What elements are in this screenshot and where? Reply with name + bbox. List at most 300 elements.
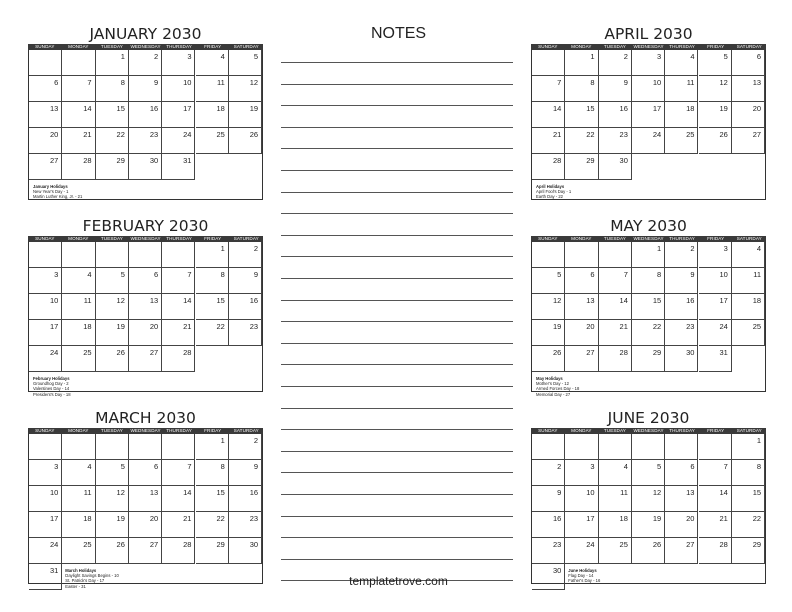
day-cell: 4 [732,242,765,268]
note-line[interactable] [281,537,513,538]
day-cell: 3 [29,460,62,486]
day-cell: 11 [62,294,95,320]
calendar-april [531,24,766,200]
day-cell: 27 [565,346,598,372]
day-cell: 6 [129,460,162,486]
weekday-label: FRIDAY [204,428,222,433]
holiday-item: Earth Day - 22 [536,194,563,200]
day-cell: 7 [532,76,565,102]
weekday-label: MONDAY [68,236,89,241]
day-cell: 14 [532,102,565,128]
holiday-item: Easter - 31 [65,583,86,589]
day-cell: 11 [62,486,95,512]
day-cell: 25 [665,128,698,154]
day-cell: 4 [62,460,95,486]
day-cell: 2 [229,434,262,460]
weekday-label: THURSDAY [166,428,192,433]
day-cell: 2 [129,50,162,76]
day-cell: 22 [565,128,598,154]
day-cell: 26 [532,346,565,372]
day-cell: 24 [29,346,62,372]
day-cell: 20 [565,320,598,346]
day-cell: 2 [532,460,565,486]
notes-title: NOTES [370,25,427,42]
day-cell: 11 [665,76,698,102]
day-cell: 1 [565,50,598,76]
note-line[interactable] [281,408,513,409]
day-cell: 9 [599,76,632,102]
day-cell: 20 [29,128,62,154]
day-cell: 30 [665,346,698,372]
day-cell: 14 [599,294,632,320]
day-cell: 21 [532,128,565,154]
weekday-label: WEDNESDAY [130,428,161,433]
day-cell: 8 [96,76,129,102]
weekday-label: TUESDAY [100,236,123,241]
holidays-list [33,184,82,200]
empty-day-cell [632,434,665,460]
day-cell: 15 [196,294,229,320]
day-cell: 29 [732,538,765,564]
empty-day-cell [599,434,632,460]
holiday-item: Flag Day - 14 [568,573,594,579]
day-cell: 30 [532,564,565,590]
month-title: MARCH 2030 [95,409,196,427]
day-cell: 20 [129,512,162,538]
day-cell: 26 [699,128,732,154]
day-cell: 20 [665,512,698,538]
empty-day-cell [129,434,162,460]
day-cell: 19 [632,512,665,538]
day-cell: 18 [62,320,95,346]
note-line[interactable] [281,516,513,517]
day-cell: 15 [196,486,229,512]
holidays-title: March Holidays [65,568,97,573]
holidays-title: May Holidays [536,376,563,381]
weekday-label: SUNDAY [538,236,558,241]
day-cell: 4 [599,460,632,486]
weekday-label: THURSDAY [669,236,695,241]
day-cell: 9 [129,76,162,102]
day-cell: 27 [732,128,765,154]
weekday-label: SUNDAY [538,44,558,49]
day-cell: 30 [599,154,632,180]
day-cell: 24 [632,128,665,154]
day-cell: 23 [229,320,262,346]
day-cell: 16 [229,294,262,320]
note-line[interactable] [281,105,513,106]
empty-day-cell [129,242,162,268]
day-cell: 2 [229,242,262,268]
day-cell: 29 [196,538,229,564]
day-cell: 11 [196,76,229,102]
weekday-label: THURSDAY [166,44,192,49]
note-line[interactable] [281,364,513,365]
weekday-label: SUNDAY [538,428,558,433]
day-cell: 31 [162,154,195,180]
note-line[interactable] [281,386,513,387]
weekday-label: WEDNESDAY [633,236,664,241]
day-cell: 25 [62,538,95,564]
month-grid [28,50,263,200]
holiday-item: Mother's Day - 12 [536,381,569,387]
day-cell: 17 [632,102,665,128]
empty-day-cell [532,434,565,460]
day-cell: 17 [29,320,62,346]
holiday-item: President's Day - 18 [33,391,71,397]
weekday-label: SATURDAY [233,236,259,241]
weekday-label: FRIDAY [707,428,725,433]
note-line[interactable] [281,256,513,257]
day-cell: 16 [599,102,632,128]
day-cell: 27 [29,154,62,180]
empty-day-cell [62,434,95,460]
day-cell: 10 [699,268,732,294]
day-cell: 6 [29,76,62,102]
empty-day-cell [532,50,565,76]
note-line[interactable] [281,429,513,430]
day-cell: 14 [62,102,95,128]
day-cell: 8 [632,268,665,294]
empty-day-cell [565,242,598,268]
day-cell: 23 [665,320,698,346]
weekday-label: THURSDAY [669,428,695,433]
day-cell: 28 [62,154,95,180]
holiday-item: St. Patrick's Day - 17 [65,578,105,584]
day-cell: 16 [229,486,262,512]
day-cell: 3 [699,242,732,268]
day-cell: 28 [162,346,195,372]
note-line[interactable] [281,170,513,171]
day-cell: 8 [565,76,598,102]
day-cell: 14 [699,486,732,512]
note-line[interactable] [281,321,513,322]
day-cell: 8 [732,460,765,486]
day-cell: 19 [96,512,129,538]
holidays-title: January Holidays [33,184,68,189]
day-cell: 16 [665,294,698,320]
weekday-label: TUESDAY [100,44,123,49]
day-cell: 30 [129,154,162,180]
holiday-item: Daylight Savings Begins - 10 [65,573,119,579]
weekday-label: TUESDAY [603,44,626,49]
holidays-list [33,376,71,397]
note-line[interactable] [281,148,513,149]
day-cell: 18 [665,102,698,128]
day-cell: 29 [96,154,129,180]
day-cell: 3 [565,460,598,486]
calendar-january [28,24,263,200]
day-cell: 9 [532,486,565,512]
weekday-label: MONDAY [571,44,592,49]
weekday-label: SATURDAY [233,44,259,49]
holidays-title: February Holidays [33,376,70,381]
day-cell: 12 [632,486,665,512]
day-cell: 12 [96,294,129,320]
day-cell: 6 [565,268,598,294]
day-cell: 22 [96,128,129,154]
holiday-item: Memorial Day - 27 [536,391,571,397]
day-cell: 21 [62,128,95,154]
weekday-label: SUNDAY [35,428,55,433]
day-cell: 29 [565,154,598,180]
day-cell: 3 [162,50,195,76]
holidays-list [568,568,600,584]
weekday-label: MONDAY [68,44,89,49]
calendar-march [28,408,263,589]
day-cell: 27 [665,538,698,564]
day-cell: 17 [565,512,598,538]
day-cell: 7 [162,268,195,294]
day-cell: 21 [599,320,632,346]
day-cell: 12 [96,486,129,512]
day-cell: 15 [632,294,665,320]
day-cell: 19 [532,320,565,346]
day-cell: 22 [196,320,229,346]
day-cell: 19 [229,102,262,128]
site-credit: templatetrove.com [349,574,448,588]
empty-day-cell [565,434,598,460]
day-cell: 25 [62,346,95,372]
holiday-item: Valentines Day - 14 [33,386,70,392]
day-cell: 5 [229,50,262,76]
holiday-item: Groundhog Day - 2 [33,381,69,387]
day-cell: 18 [599,512,632,538]
day-cell: 19 [96,320,129,346]
day-cell: 3 [632,50,665,76]
day-cell: 17 [699,294,732,320]
day-cell: 26 [229,128,262,154]
day-cell: 17 [162,102,195,128]
holiday-item: Father's Day - 16 [568,578,601,584]
day-cell: 9 [229,268,262,294]
day-cell: 16 [129,102,162,128]
day-cell: 9 [665,268,698,294]
day-cell: 21 [162,512,195,538]
day-cell: 28 [599,346,632,372]
empty-day-cell [96,434,129,460]
note-line[interactable] [281,278,513,279]
note-line[interactable] [281,62,513,63]
note-line[interactable] [281,192,513,193]
day-cell: 2 [599,50,632,76]
day-cell: 27 [129,538,162,564]
day-cell: 13 [129,486,162,512]
empty-day-cell [665,434,698,460]
day-cell: 6 [665,460,698,486]
day-cell: 24 [29,538,62,564]
empty-day-cell [532,242,565,268]
day-cell: 11 [732,268,765,294]
day-cell: 25 [599,538,632,564]
day-cell: 13 [565,294,598,320]
day-cell: 18 [62,512,95,538]
day-cell: 26 [632,538,665,564]
day-cell: 26 [96,538,129,564]
empty-day-cell [96,242,129,268]
day-cell: 21 [699,512,732,538]
holidays-list [65,568,119,589]
weekday-label: SUNDAY [35,44,55,49]
day-cell: 15 [96,102,129,128]
day-cell: 23 [229,512,262,538]
day-cell: 25 [732,320,765,346]
day-cell: 14 [162,486,195,512]
day-cell: 24 [565,538,598,564]
day-cell: 8 [196,268,229,294]
weekday-label: SUNDAY [35,236,55,241]
day-cell: 3 [29,268,62,294]
note-line[interactable] [281,451,513,452]
day-cell: 5 [632,460,665,486]
weekday-label: WEDNESDAY [633,428,664,433]
day-cell: 5 [699,50,732,76]
weekday-label: SATURDAY [736,428,762,433]
day-cell: 20 [732,102,765,128]
day-cell: 23 [129,128,162,154]
weekday-label: TUESDAY [603,428,626,433]
holidays-title: June Holidays [568,568,597,573]
weekday-label: MONDAY [68,428,89,433]
day-cell: 15 [565,102,598,128]
day-cell: 9 [229,460,262,486]
holiday-item: New Year's Day - 1 [33,189,69,195]
day-cell: 11 [599,486,632,512]
day-cell: 12 [699,76,732,102]
month-title: APRIL 2030 [604,25,693,43]
weekday-label: MONDAY [571,236,592,241]
day-cell: 13 [665,486,698,512]
day-cell: 5 [532,268,565,294]
weekday-label: MONDAY [571,428,592,433]
day-cell: 22 [732,512,765,538]
note-line[interactable] [281,213,513,214]
day-cell: 23 [532,538,565,564]
holidays-title: April Holidays [536,184,565,189]
day-cell: 18 [196,102,229,128]
day-cell: 28 [162,538,195,564]
day-cell: 5 [96,460,129,486]
day-cell: 2 [665,242,698,268]
calendar-may [531,216,766,397]
empty-day-cell [29,434,62,460]
note-line[interactable] [281,300,513,301]
weekday-label: FRIDAY [204,236,222,241]
day-cell: 7 [162,460,195,486]
day-cell: 1 [732,434,765,460]
day-cell: 31 [29,564,62,590]
day-cell: 6 [732,50,765,76]
empty-day-cell [162,434,195,460]
day-cell: 12 [532,294,565,320]
weekday-label: FRIDAY [204,44,222,49]
day-cell: 23 [599,128,632,154]
empty-day-cell [29,242,62,268]
day-cell: 15 [732,486,765,512]
day-cell: 5 [96,268,129,294]
weekday-label: TUESDAY [100,428,123,433]
holiday-item: Martin Luther King, Jr. - 21 [33,194,83,200]
day-cell: 10 [632,76,665,102]
month-grid [28,242,263,397]
weekday-label: WEDNESDAY [633,44,664,49]
day-cell: 14 [162,294,195,320]
weekday-label: THURSDAY [166,236,192,241]
day-cell: 24 [699,320,732,346]
calendar-february [28,216,263,397]
empty-day-cell [162,242,195,268]
weekday-label: FRIDAY [707,44,725,49]
day-cell: 10 [29,294,62,320]
month-title: MAY 2030 [610,217,687,235]
note-line[interactable] [281,84,513,85]
note-line[interactable] [281,127,513,128]
day-cell: 13 [732,76,765,102]
month-grid [531,242,766,397]
holiday-item: April Fool's Day - 1 [536,189,572,195]
empty-day-cell [29,50,62,76]
holidays-list [536,184,571,200]
day-cell: 1 [196,242,229,268]
note-line[interactable] [281,494,513,495]
weekday-label: THURSDAY [669,44,695,49]
month-title: JUNE 2030 [607,409,690,427]
day-cell: 18 [732,294,765,320]
holiday-item: Armed Forces Day - 18 [536,386,580,392]
day-cell: 8 [196,460,229,486]
weekday-label: WEDNESDAY [130,44,161,49]
day-cell: 24 [162,128,195,154]
day-cell: 12 [229,76,262,102]
note-line[interactable] [281,235,513,236]
day-cell: 1 [632,242,665,268]
day-cell: 22 [632,320,665,346]
month-title: FEBRUARY 2030 [82,217,209,235]
day-cell: 13 [129,294,162,320]
weekday-label: TUESDAY [603,236,626,241]
weekday-label: SATURDAY [736,236,762,241]
note-line[interactable] [281,472,513,473]
day-cell: 28 [532,154,565,180]
note-line[interactable] [281,343,513,344]
empty-day-cell [599,242,632,268]
day-cell: 19 [699,102,732,128]
day-cell: 4 [62,268,95,294]
note-line[interactable] [281,559,513,560]
day-cell: 21 [162,320,195,346]
day-cell: 6 [129,268,162,294]
day-cell: 26 [96,346,129,372]
month-grid [531,50,766,200]
weekday-label: SATURDAY [736,44,762,49]
day-cell: 4 [665,50,698,76]
holidays-list [536,376,579,397]
empty-day-cell [62,242,95,268]
day-cell: 30 [229,538,262,564]
day-cell: 29 [632,346,665,372]
month-grid [531,434,766,584]
day-cell: 13 [29,102,62,128]
day-cell: 16 [532,512,565,538]
day-cell: 10 [29,486,62,512]
day-cell: 27 [129,346,162,372]
month-title: JANUARY 2030 [89,25,202,43]
day-cell: 10 [162,76,195,102]
weekday-label: SATURDAY [233,428,259,433]
empty-day-cell [62,50,95,76]
day-cell: 7 [599,268,632,294]
day-cell: 31 [699,346,732,372]
